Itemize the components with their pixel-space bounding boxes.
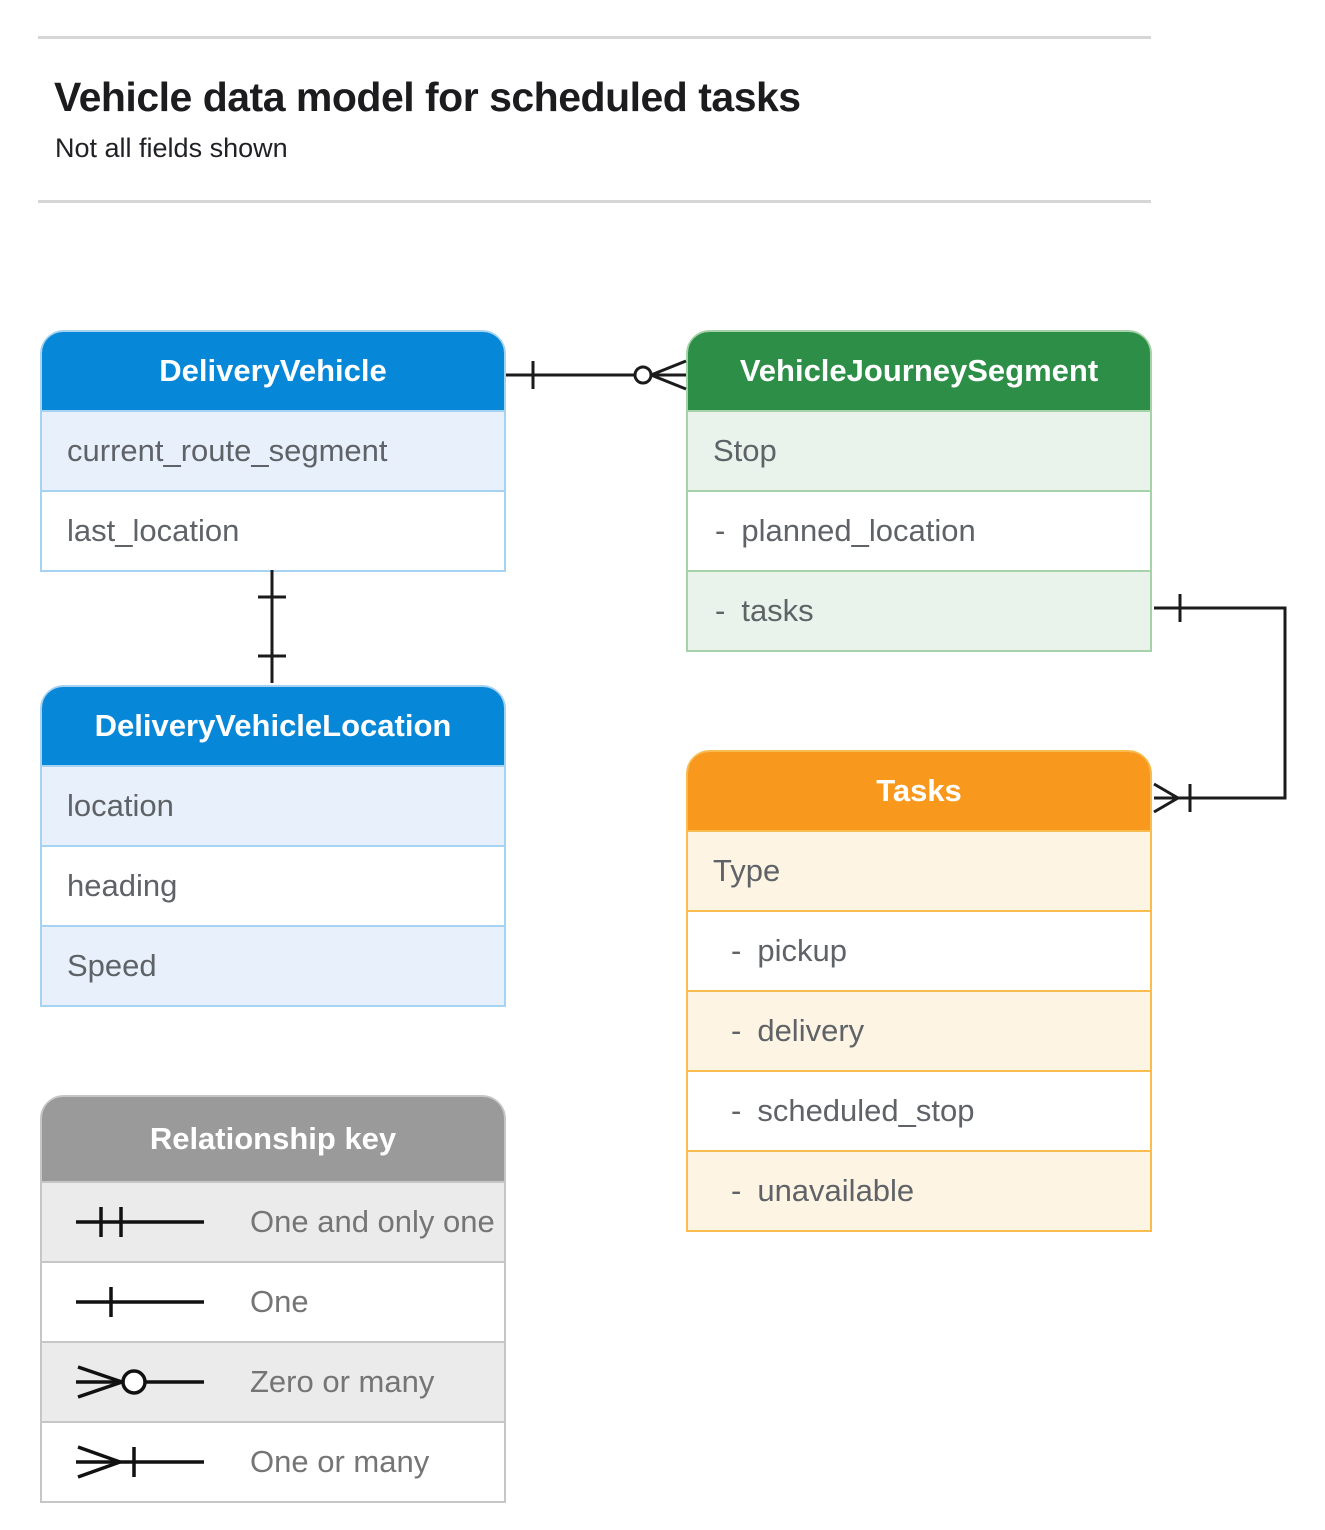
legend-row-one: [42, 1261, 504, 1341]
field-label: Speed: [67, 948, 157, 983]
entity-delivery-vehicle-location: [40, 685, 506, 1007]
legend-title: Relationship key: [149, 1121, 397, 1156]
field-row-heading: [42, 845, 504, 925]
one-and-only-one-icon: [70, 1200, 210, 1244]
legend-row-zero-or-many: [42, 1341, 504, 1421]
field-row-speed: [42, 925, 504, 1005]
field-row-type: [688, 830, 1150, 910]
field-label: planned_location: [741, 513, 976, 548]
field-row-tasks: [688, 570, 1150, 650]
field-row-last-location: [42, 490, 504, 570]
entity-title: DeliveryVehicleLocation: [94, 708, 452, 743]
field-dash: -: [731, 1093, 742, 1128]
field-label: current_route_segment: [67, 433, 388, 468]
entity-delivery-vehicle: [40, 330, 506, 572]
legend-row-one-or-many: [42, 1421, 504, 1501]
one-icon: [70, 1280, 210, 1324]
field-row-delivery: [688, 990, 1150, 1070]
field-dash: -: [731, 1173, 742, 1208]
field-label: scheduled_stop: [757, 1093, 975, 1128]
entity-vehicle-journey-segment-header: [688, 332, 1150, 410]
field-label: tasks: [741, 593, 814, 628]
entity-title: DeliveryVehicle: [159, 353, 387, 388]
field-label: unavailable: [757, 1173, 915, 1208]
field-label: Stop: [713, 433, 777, 468]
field-label: Type: [713, 853, 781, 888]
header-divider: [38, 200, 1151, 203]
one-or-many-icon: [70, 1440, 210, 1484]
relationship-key-header: [42, 1097, 504, 1181]
connector-deliveryvehicle-vehiclejourneysegment: [506, 361, 686, 389]
entity-title: VehicleJourneySegment: [739, 353, 1099, 388]
legend-label: One and only one: [250, 1204, 495, 1239]
field-dash: -: [715, 593, 726, 628]
field-dash: -: [715, 513, 726, 548]
relationship-key: [40, 1095, 506, 1503]
entity-title: Tasks: [876, 773, 962, 808]
field-row-planned-location: [688, 490, 1150, 570]
field-row-scheduled-stop: [688, 1070, 1150, 1150]
legend-label: Zero or many: [250, 1364, 435, 1399]
entity-vehicle-journey-segment: [686, 330, 1152, 652]
field-row-location: [42, 765, 504, 845]
field-row-current-route-segment: [42, 410, 504, 490]
entity-delivery-vehicle-location-header: [42, 687, 504, 765]
connector-deliveryvehicle-deliveryvehiclelocation: [258, 570, 286, 683]
legend-label: One or many: [250, 1444, 430, 1479]
field-label: last_location: [67, 513, 240, 548]
legend-label: One: [250, 1284, 309, 1319]
connector-vehiclejourneysegment-tasks: [1154, 594, 1285, 812]
field-label: heading: [67, 868, 178, 903]
field-label: location: [67, 788, 174, 823]
field-dash: -: [731, 1013, 742, 1048]
top-divider: [38, 36, 1151, 39]
page-title: Vehicle data model for scheduled tasks: [54, 74, 801, 120]
page-subtitle: Not all fields shown: [55, 133, 288, 163]
field-label: pickup: [757, 933, 847, 968]
entity-delivery-vehicle-header: [42, 332, 504, 410]
field-row-stop: [688, 410, 1150, 490]
field-label: delivery: [757, 1013, 865, 1048]
field-row-pickup: [688, 910, 1150, 990]
field-dash: -: [731, 933, 742, 968]
entity-tasks: [686, 750, 1152, 1232]
zero-or-many-icon: [70, 1360, 210, 1404]
entity-tasks-header: [688, 752, 1150, 830]
legend-row-one-and-only-one: [42, 1181, 504, 1261]
field-row-unavailable: [688, 1150, 1150, 1230]
